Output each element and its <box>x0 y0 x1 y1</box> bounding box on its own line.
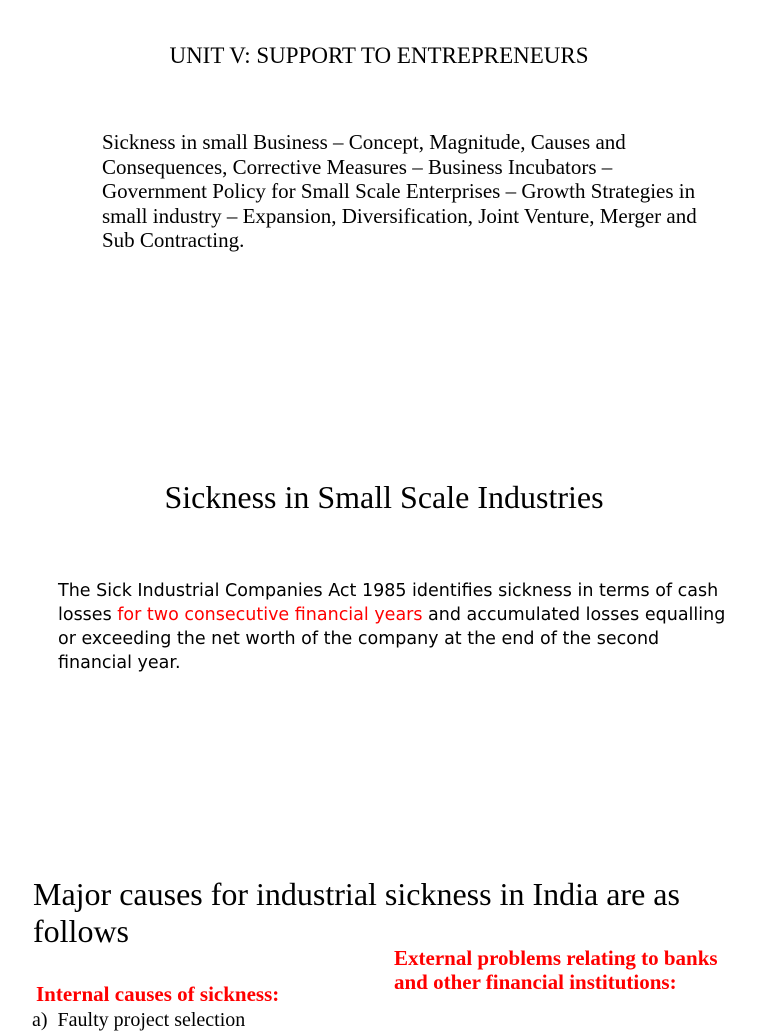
causes-title: Major causes for industrial sickness in India are as follows <box>33 876 680 949</box>
sickness-definition-text <box>58 579 738 675</box>
unit-syllabus-text: Sickness in small Business – Concept, Magnitude, Causes and Consequences, Corrective Measures – Business Incubators – Government Policy for Small Scale Enterprises – Growth Strategies in small industry – Expansion, Diversification, Joint Venture, Merger and Sub Contracting. <box>102 130 697 252</box>
external-causes-heading: External problems relating to banks and other financial institutions: <box>394 946 718 994</box>
sickness-title: Sickness in Small Scale Industries <box>164 479 604 515</box>
list-item <box>32 1008 245 1032</box>
list-marker: a) <box>32 1009 48 1031</box>
list-item-text: Faulty project selection <box>57 1009 246 1031</box>
internal-causes-heading: Internal causes of sickness: <box>36 982 280 1006</box>
definition-highlight: for two consecutive financial years <box>117 605 423 625</box>
definition-part-1: The Sick Industrial Companies Act 1985 identifies sickness in terms of cash losses <box>58 581 719 625</box>
definition-part-2: and accumulated losses equalling or exceeding the net worth of the company at the end of the second financial year. <box>58 605 726 673</box>
internal-causes-list <box>32 1008 245 1032</box>
unit-title: UNIT V: SUPPORT TO ENTREPRENEURS <box>169 43 589 68</box>
